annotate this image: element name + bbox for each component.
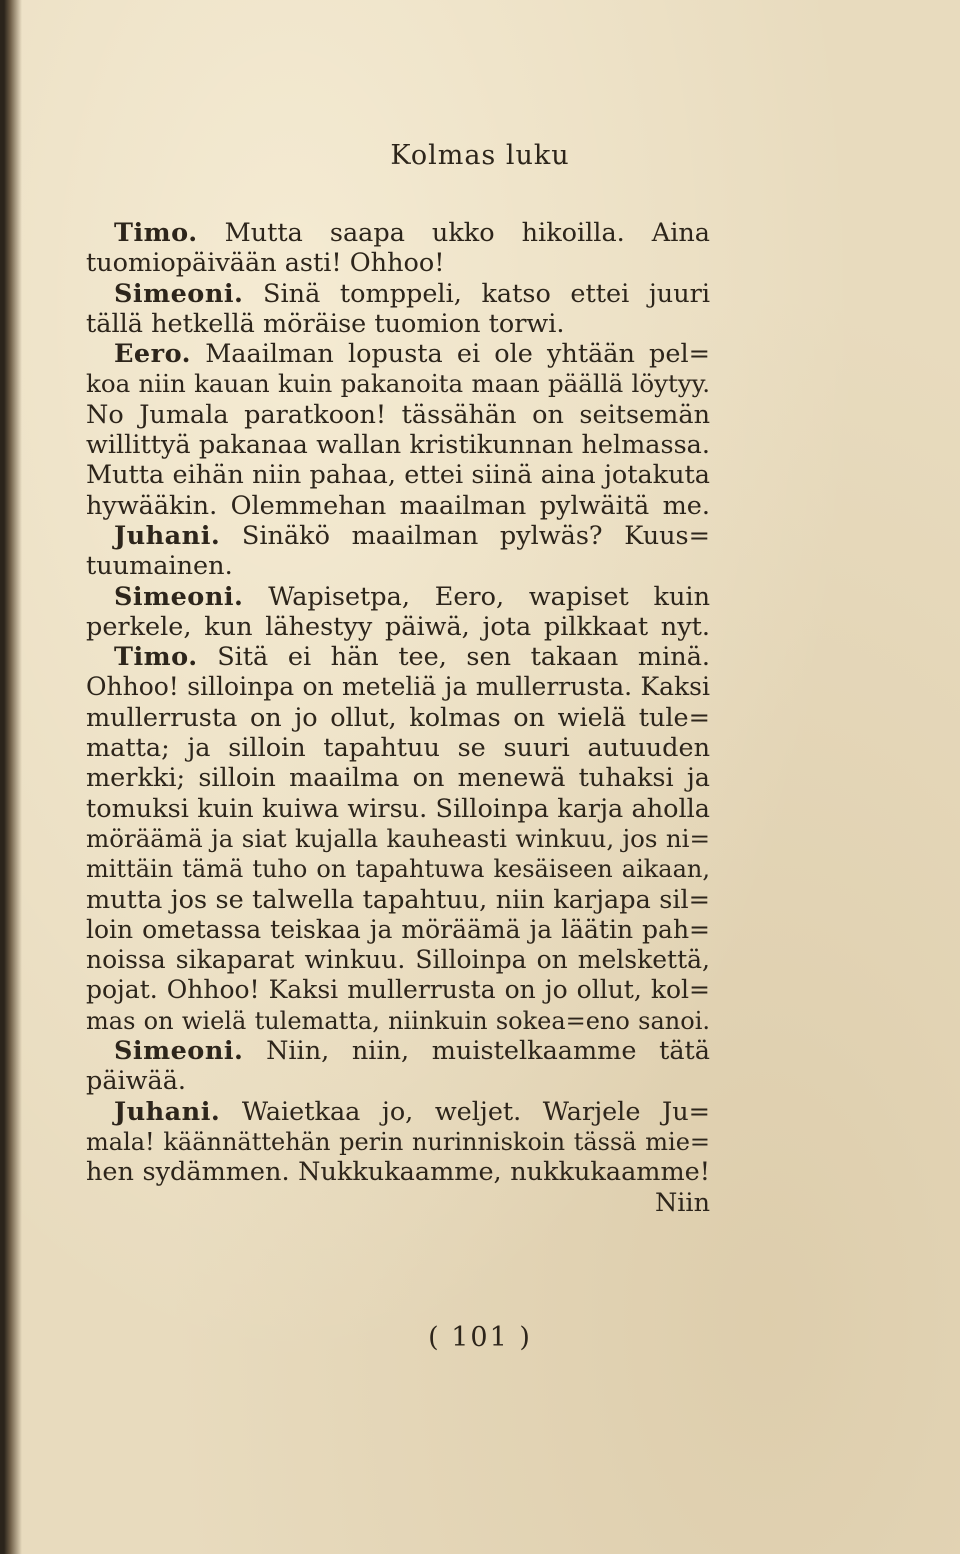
line-text: matta; ja silloin tapahtuu se suuri autuuden xyxy=(86,733,710,764)
text-line xyxy=(86,915,710,945)
line-text: Mutta eihän niin pahaa, ettei siinä aina jotakuta xyxy=(86,460,710,491)
speaker-line xyxy=(86,521,710,551)
text-line xyxy=(86,733,710,763)
line-text: loin ometassa teiskaa ja möräämä ja läätin pah= xyxy=(86,914,710,944)
speaker-name: Simeoni. xyxy=(114,581,244,612)
line-text: mullerrusta on jo ollut, kolmas on wielä tule= xyxy=(86,702,710,733)
text-line xyxy=(86,491,710,521)
speaker-name: Simeoni. xyxy=(114,1036,244,1067)
line-text: tuomiopäivään asti! Ohhoo! xyxy=(86,248,445,279)
line-text: mala! käännättehän perin nurinniskoin tässä mie= xyxy=(86,1127,710,1156)
line-text: Waietkaa jo, weljet. Warjele Ju= xyxy=(241,1096,710,1127)
line-text: mittäin tämä tuho on tapahtuwa kesäiseen aikaan, xyxy=(86,855,710,884)
text-line xyxy=(86,1127,710,1157)
line-text: perkele, kun lähestyy päiwä, jota pilkkaat nyt. xyxy=(86,611,710,642)
text-line xyxy=(86,672,710,702)
line-text: noissa sikaparat winkuu. Silloinpa on melskettä, xyxy=(86,945,710,975)
running-head: Kolmas luku xyxy=(390,140,570,171)
speaker-name: Timo. xyxy=(114,218,198,248)
page-spine-shadow xyxy=(0,0,22,1554)
text-line xyxy=(86,248,710,278)
line-text: No Jumala paratkoon! tässähän on seitsemän xyxy=(86,399,710,430)
speaker-name: Juhani. xyxy=(114,1096,221,1127)
text-line xyxy=(86,975,710,1005)
text-line xyxy=(86,309,710,339)
text-line xyxy=(86,612,710,642)
line-text: hen sydämmen. Nukkukaamme, nukkukaamme! xyxy=(86,1157,710,1188)
speaker-name: Juhani. xyxy=(114,520,221,551)
speaker-line xyxy=(86,279,710,309)
text-line xyxy=(86,460,710,490)
speaker-line xyxy=(86,1097,710,1127)
line-text: möräämä ja siat kujalla kauheasti winkuu, jos ni= xyxy=(86,823,710,853)
text-line xyxy=(86,369,710,399)
page-number: ( 101 ) xyxy=(428,1322,532,1353)
line-text: mutta jos se talwella tapahtuu, niin karjapa sil= xyxy=(86,884,710,915)
speaker-name: Simeoni. xyxy=(114,278,244,309)
text-line xyxy=(86,400,710,430)
text-line xyxy=(86,1188,710,1218)
line-text: päiwää. xyxy=(86,1066,187,1097)
text-line xyxy=(86,794,710,824)
line-text: mas on wielä tulematta, niinkuin sokea=eno sanoi. xyxy=(86,1006,710,1035)
line-text: tomuksi kuin kuiwa wirsu. Silloinpa karja aholla xyxy=(86,793,710,824)
line-text: hywääkin. Olemmehan maailman pylwäitä me. xyxy=(86,490,710,521)
line-text: merkki; silloin maailma on menewä tuhaksi ja xyxy=(86,763,710,794)
text-line xyxy=(86,854,710,884)
line-text: Mutta saapa ukko hikoilla. Aina xyxy=(224,218,710,248)
text-line xyxy=(86,430,710,460)
speaker-name: Timo. xyxy=(114,642,198,673)
line-text: tuumainen. xyxy=(86,551,233,582)
line-text: koa niin kauan kuin pakanoita maan päällä löytyy. xyxy=(86,369,710,399)
line-text: willittyä pakanaa wallan kristikunnan helmassa. xyxy=(86,430,710,461)
speaker-line xyxy=(86,642,710,672)
speaker-line xyxy=(86,339,710,369)
line-text: Maailman lopusta ei ole yhtään pel= xyxy=(205,339,710,370)
text-line xyxy=(86,1066,710,1096)
line-text: tällä hetkellä möräise tuomion torwi. xyxy=(86,308,565,339)
speaker-name: Eero. xyxy=(114,339,192,370)
text-line xyxy=(86,763,710,793)
speaker-line xyxy=(86,218,710,248)
line-text: Sitä ei hän tee, sen takaan minä. xyxy=(217,642,711,673)
text-line xyxy=(86,1157,710,1187)
text-line xyxy=(86,945,710,975)
line-text: pojat. Ohhoo! Kaksi mullerrusta on jo ollut, kol= xyxy=(86,975,710,1005)
text-line xyxy=(86,885,710,915)
line-text: Niin xyxy=(654,1187,710,1218)
speaker-line xyxy=(86,582,710,612)
text-line xyxy=(86,703,710,733)
line-text: Niin, niin, muistelkaamme tätä xyxy=(266,1036,710,1067)
line-text: Sinä tomppeli, katso ettei juuri xyxy=(263,278,710,309)
speaker-line xyxy=(86,1036,710,1066)
text-line xyxy=(86,824,710,854)
line-text: Wapisetpa, Eero, wapiset kuin xyxy=(268,581,710,612)
line-text: Sinäkö maailman pylwäs? Kuus= xyxy=(241,520,710,551)
body-text xyxy=(86,218,710,1218)
text-line xyxy=(86,1006,710,1036)
line-text: Ohhoo! silloinpa on meteliä ja mullerrusta. Kaksi xyxy=(86,672,710,702)
text-line xyxy=(86,551,710,581)
